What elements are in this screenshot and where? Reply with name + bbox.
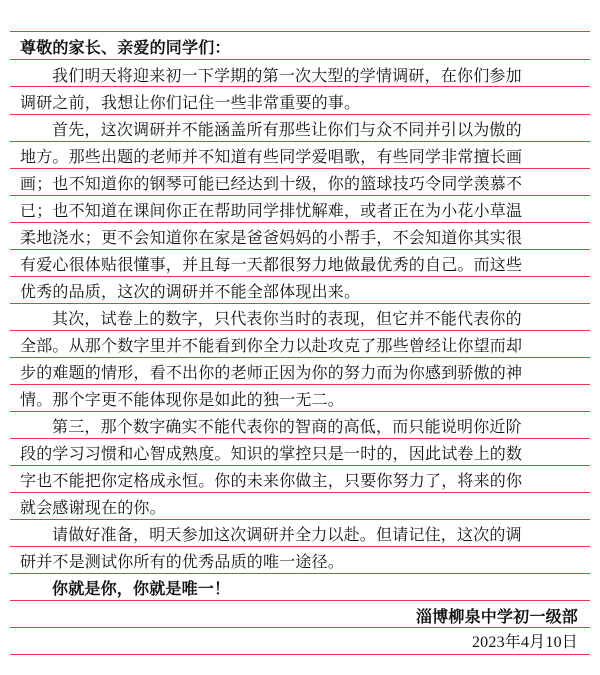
letter-line: 第三，那个数字确实不能代表你的智商的高低，而只能说明你近阶 — [52, 417, 522, 436]
ruled-line — [10, 411, 590, 412]
letter-line: 我们明天将迎来初一下学期的第一次大型的学情调研，在你们参加 — [52, 66, 522, 85]
ruled-line — [10, 114, 590, 115]
letter-line: 步的难题的情形，看不出你的老师正因为你的努力而为你感到骄傲的神 — [20, 363, 523, 382]
ruled-line — [10, 141, 590, 142]
ruled-line — [10, 438, 590, 439]
letter-line: 调研之前，我想让你们记住一些非常重要的事。 — [20, 93, 361, 112]
ruled-line — [10, 303, 590, 304]
ruled-line — [10, 492, 590, 493]
letter-signature: 淄博柳泉中学初一级部 — [415, 607, 578, 626]
ruled-line — [10, 86, 590, 87]
letter-line: 有爱心很体贴很懂事，并且每一天都很努力地做最优秀的自己。而这些 — [20, 255, 523, 274]
ruled-line — [10, 546, 590, 547]
letter-line: 已；也不知道在课间你正在帮助同学排忧解难，或者正在为小花小草温 — [20, 201, 523, 220]
ruled-line — [10, 654, 590, 655]
ruled-line — [10, 357, 590, 358]
letter-line: 请做好准备，明天参加这次调研并全力以赴。但请记住，这次的调 — [52, 525, 522, 544]
ruled-line — [10, 627, 590, 628]
ruled-line — [10, 59, 590, 60]
letter-line: 段的学习习惯和心智成熟度。知识的掌控只是一时的，因此试卷上的数 — [20, 444, 523, 463]
letter-line: 优秀的品质，这次的调研并不能全部体现出来。 — [20, 282, 361, 301]
ruled-line — [10, 276, 590, 277]
ruled-line — [10, 195, 590, 196]
letter-line: 首先，这次调研并不能涵盖所有那些让你们与众不同并引以为傲的 — [52, 120, 522, 139]
letter-line: 画；也不知道你的钢琴可能已经达到十级，你的篮球技巧令同学羡慕不 — [20, 174, 523, 193]
ruled-line — [10, 600, 590, 601]
letter-line: 就会感谢现在的你。 — [20, 498, 166, 517]
letter-line: 字也不能把你定格成永恒。你的未来你做主，只要你努力了，将来的你 — [20, 471, 523, 490]
letter-line: 研并不是测试你所有的优秀品质的唯一途径。 — [20, 552, 345, 571]
ruled-line — [10, 222, 590, 223]
ruled-line — [10, 330, 590, 331]
ruled-line — [10, 384, 590, 385]
letter-line: 其次，试卷上的数字，只代表你当时的表现，但它并不能代表你的 — [52, 309, 522, 328]
letter-line: 情。那个字更不能体现你是如此的独一无二。 — [20, 390, 345, 409]
ruled-line — [10, 31, 590, 32]
letter-line: 全部。从那个数字里并不能看到你全力以赴攻克了那些曾经让你望而却 — [20, 336, 523, 355]
letter-date: 2023年4月10日 — [471, 634, 578, 651]
letter-line: 柔地浇水；更不会知道你在家是爸爸妈妈的小帮手，不会知道你其实很 — [20, 228, 523, 247]
letter-greeting: 尊敬的家长、亲爱的同学们： — [20, 38, 231, 57]
letter-line: 地方。那些出题的老师并不知道有些同学爱唱歌，有些同学非常擅长画 — [20, 147, 523, 166]
letter-closing: 你就是你，你就是唯一！ — [52, 579, 231, 598]
ruled-line — [10, 519, 590, 520]
ruled-line — [10, 573, 590, 574]
ruled-line — [10, 465, 590, 466]
ruled-line — [10, 249, 590, 250]
ruled-line — [10, 168, 590, 169]
